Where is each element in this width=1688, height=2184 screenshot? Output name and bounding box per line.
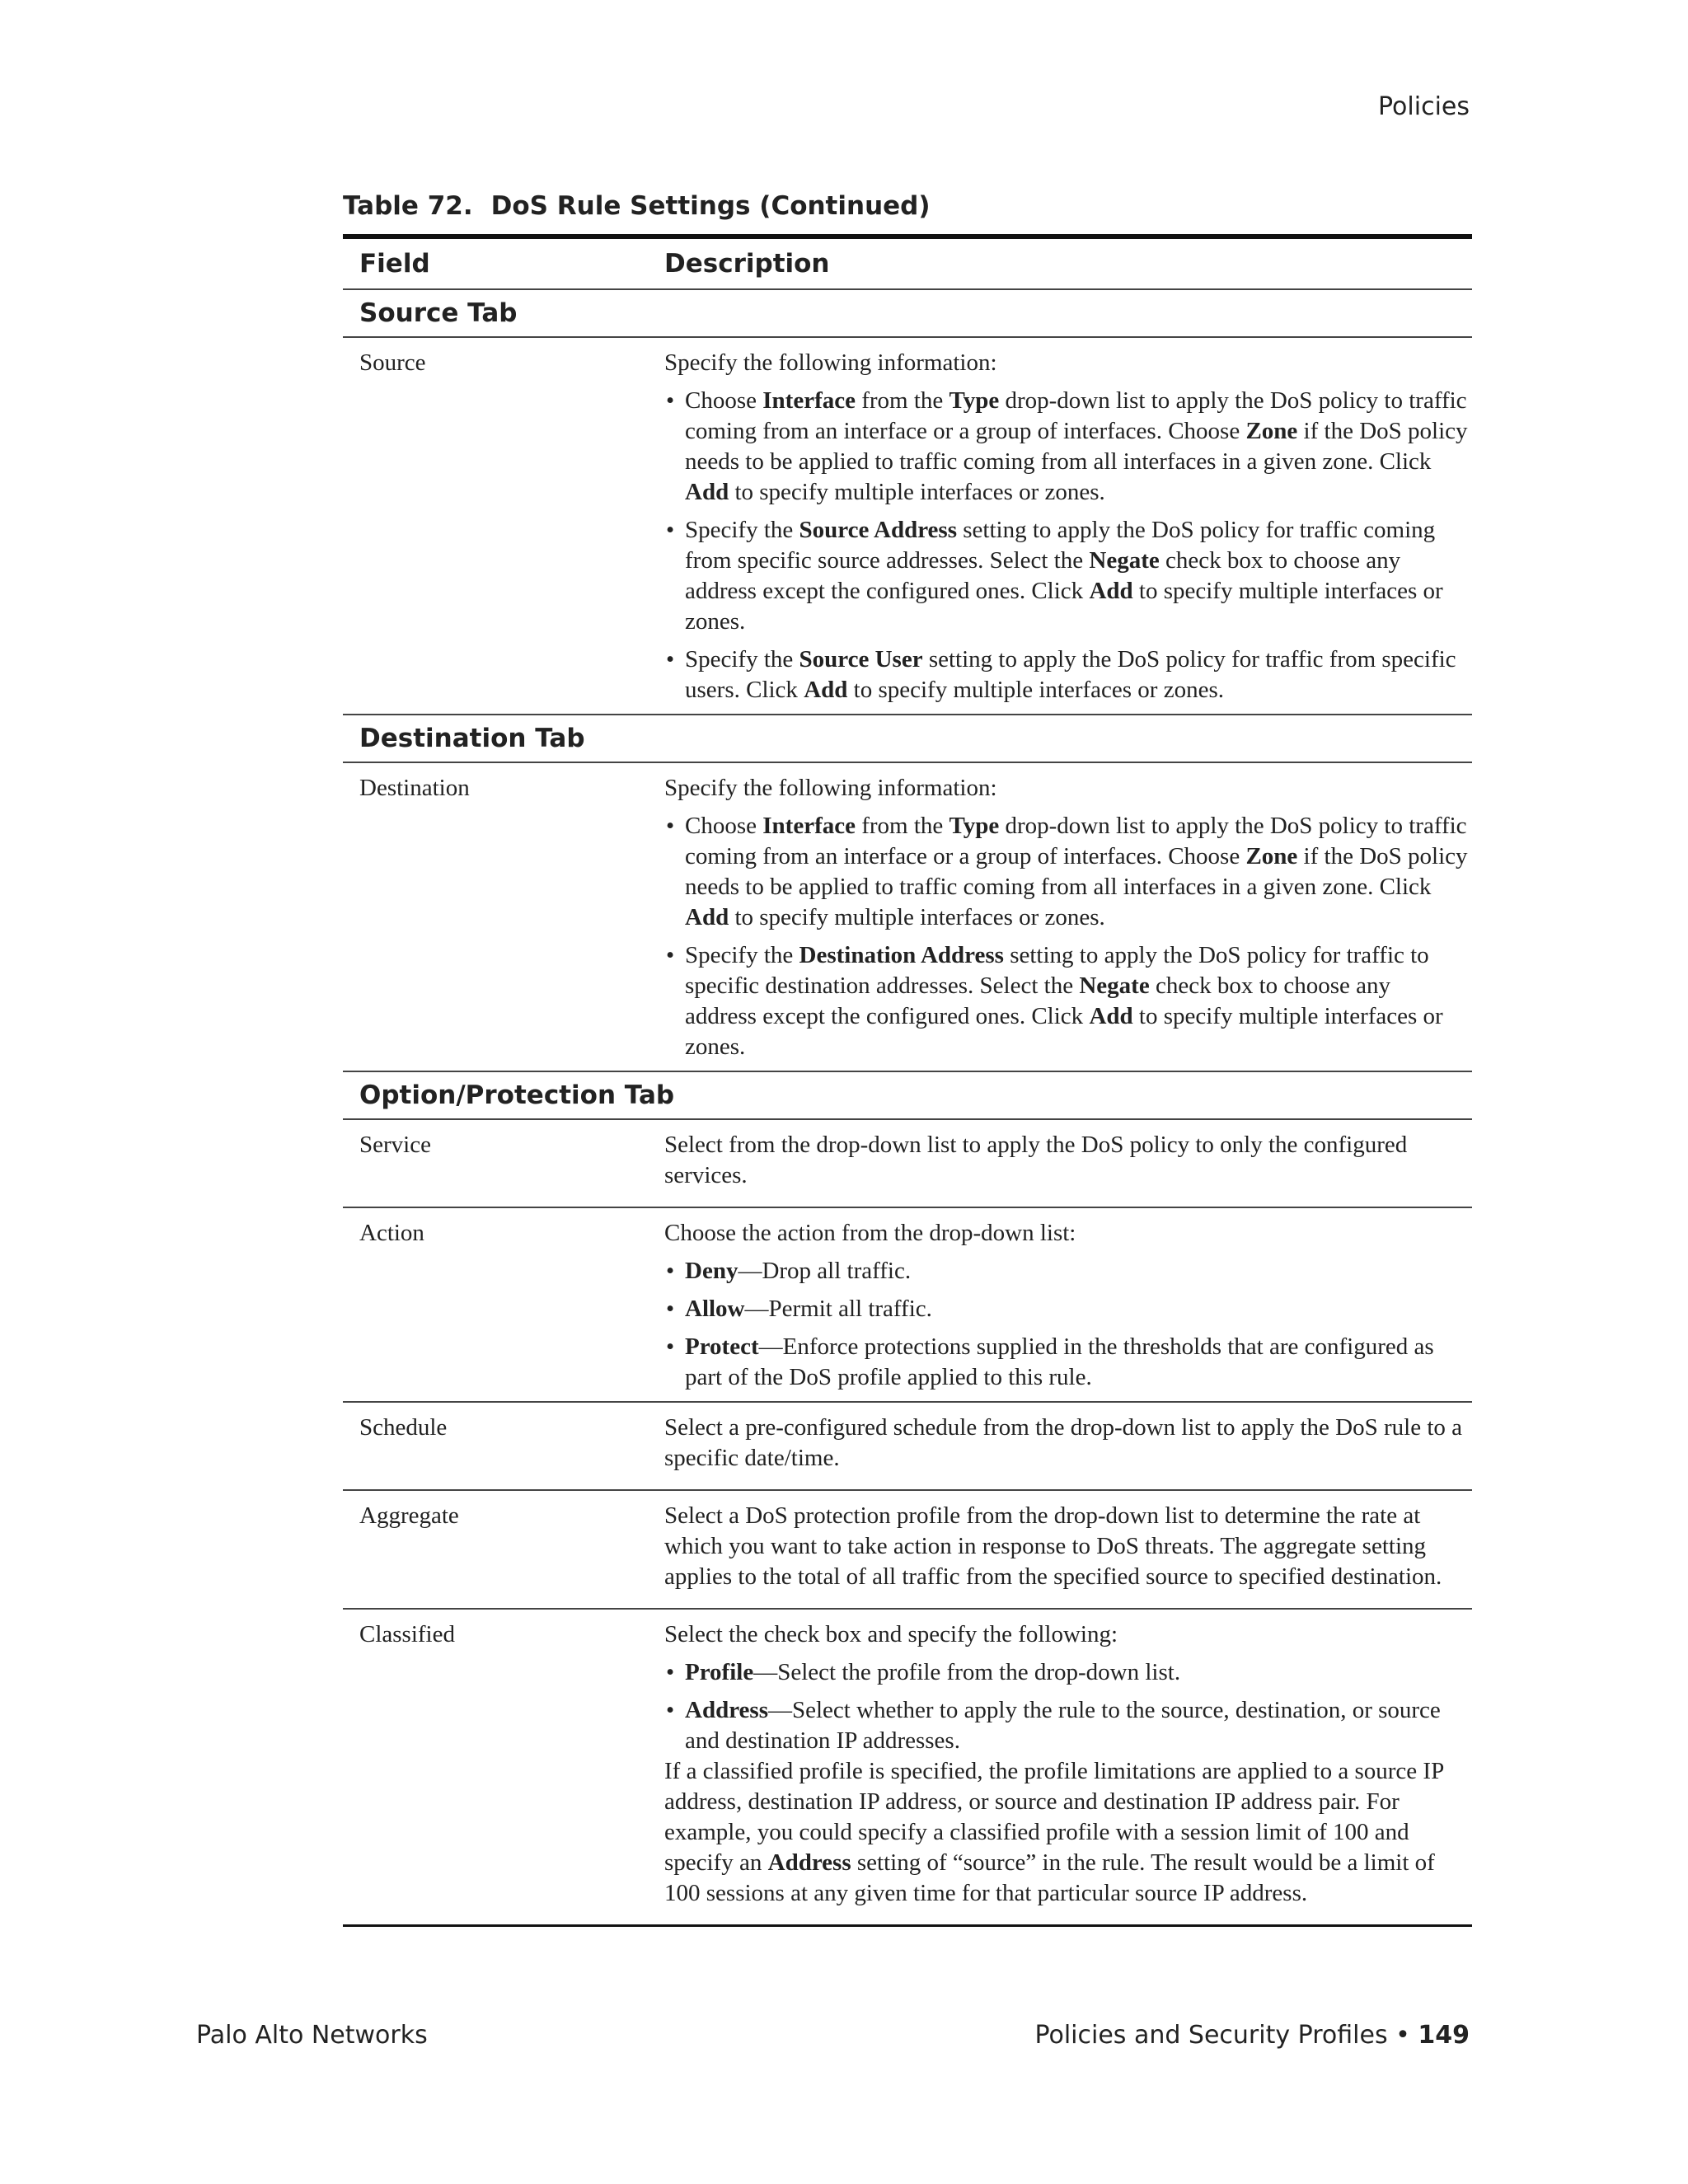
bold-term: Add <box>1089 578 1133 604</box>
field-description <box>664 1218 1468 1393</box>
table-row <box>343 338 1472 715</box>
bold-term: Address <box>767 1849 851 1876</box>
running-header: Policies <box>1378 92 1470 121</box>
text-segment: check box to choose any address except the configured ones. Click <box>685 972 1391 1029</box>
bold-term: Add <box>685 904 729 930</box>
text-segment: setting to apply the DoS policy for traffic coming from specific source addresses. Select the <box>685 517 1436 574</box>
bold-term: Deny <box>685 1258 738 1284</box>
text-segment: Specify the <box>685 517 799 543</box>
text-segment: If a classified profile is specified, the profile limitations are applied to a source IP address, destination IP address, or source and destination IP address pair. For example, you could specify a classified profile with a session limit of 100 and specify an <box>664 1758 1444 1876</box>
table-number: Table 72. <box>343 191 473 221</box>
bold-term: Add <box>804 677 848 703</box>
text-segment: Select the check box and specify the following: <box>664 1621 1118 1647</box>
dos-rule-settings-table <box>343 234 1472 1927</box>
text-segment: if the DoS policy needs to be applied to traffic coming from all interfaces in a given zone. Click <box>685 843 1468 900</box>
bullet-item <box>664 940 1468 1062</box>
footer-page-info <box>1034 2021 1470 2050</box>
bold-term: Interface <box>762 387 856 414</box>
bold-term: Negate <box>1089 547 1160 574</box>
bold-term: Destination Address <box>799 942 1004 968</box>
text-segment: Select a DoS protection profile from the drop-down list to determine the rate at which you want to take action in response to DoS threats. The aggregate setting applies to the total of all traffic from the specified source to specified destination. <box>664 1502 1442 1590</box>
text-segment: —Permit all traffic. <box>744 1296 932 1322</box>
bold-term: Source Address <box>799 517 958 543</box>
text-segment: —Drop all traffic. <box>738 1258 912 1284</box>
footer-book-title: Policies and Security Profiles <box>1034 2021 1388 2050</box>
text-segment: Choose the action from the drop-down list: <box>664 1220 1076 1246</box>
bullet-item <box>664 515 1468 637</box>
text-segment: —Select whether to apply the rule to the source, destination, or source and destination IP addresses. <box>685 1697 1441 1754</box>
description-paragraph <box>664 1130 1468 1191</box>
bold-term: Add <box>685 479 729 505</box>
bold-term: Interface <box>762 813 856 839</box>
bold-term: Source User <box>799 646 923 673</box>
bullet-item <box>664 1657 1468 1688</box>
bullet-item <box>664 1294 1468 1324</box>
bullet-list <box>664 1657 1468 1756</box>
field-name: Aggregate <box>359 1502 459 1529</box>
bullet-list <box>664 1256 1468 1393</box>
description-paragraph <box>664 1619 1468 1650</box>
text-segment: from the <box>855 813 950 839</box>
text-segment: if the DoS policy needs to be applied to traffic coming from all interfaces in a given zone. Click <box>685 418 1468 475</box>
text-segment: setting to apply the DoS policy for traffic to specific destination addresses. Select the <box>685 942 1429 999</box>
bullet-item <box>664 1695 1468 1756</box>
table-title: DoS Rule Settings (Continued) <box>490 191 931 221</box>
text-segment: Select from the drop-down list to apply the DoS policy to only the configured services. <box>664 1132 1408 1188</box>
text-segment: —Enforce protections supplied in the thresholds that are configured as part of the DoS profile applied to this rule. <box>685 1333 1434 1390</box>
bullet-item <box>664 811 1468 933</box>
bold-term: Allow <box>685 1296 745 1322</box>
field-description <box>664 1130 1468 1198</box>
table-row <box>343 1403 1472 1491</box>
description-paragraph <box>664 1501 1468 1592</box>
description-paragraph <box>664 1413 1468 1474</box>
text-segment: —Select the profile from the drop-down list. <box>753 1659 1181 1685</box>
text-segment: drop-down list to apply the DoS policy to traffic coming from an interface or a group of interfaces. Choose <box>685 387 1467 444</box>
text-segment: Specify the <box>685 942 799 968</box>
field-description <box>664 1501 1468 1600</box>
footer-company: Palo Alto Networks <box>196 2021 428 2050</box>
text-segment: to specify multiple interfaces or zones. <box>729 904 1105 930</box>
text-segment: to specify multiple interfaces or zones. <box>847 677 1224 703</box>
text-segment: Specify the following information: <box>664 775 997 801</box>
field-name: Source <box>359 349 426 376</box>
field-name: Schedule <box>359 1414 448 1441</box>
section-header: Destination Tab <box>343 715 1472 763</box>
field-description <box>664 348 1468 705</box>
text-segment: Select a pre-configured schedule from the drop-down list to apply the DoS rule to a specific date/time. <box>664 1414 1463 1471</box>
field-name: Destination <box>359 775 470 801</box>
table-body <box>343 290 1472 1927</box>
text-segment: to specify multiple interfaces or zones. <box>729 479 1105 505</box>
bold-term: Address <box>685 1697 768 1723</box>
bullet-item <box>664 386 1468 508</box>
text-segment: Choose <box>685 813 763 839</box>
bold-term: Profile <box>685 1659 754 1685</box>
table-row <box>343 1208 1472 1403</box>
text-segment: to specify multiple interfaces or zones. <box>685 1003 1443 1060</box>
text-segment: from the <box>855 387 950 414</box>
bold-term: Zone <box>1245 843 1298 869</box>
table-row <box>343 1120 1472 1208</box>
bullet-item <box>664 1256 1468 1286</box>
text-segment: Specify the <box>685 646 799 673</box>
column-header-field: Field <box>359 249 430 279</box>
bold-term: Type <box>949 813 1000 839</box>
text-segment: Choose <box>685 387 763 414</box>
text-segment: Specify the following information: <box>664 349 997 376</box>
section-header: Source Tab <box>343 290 1472 338</box>
table-header-row <box>343 239 1472 290</box>
table-caption <box>343 191 931 221</box>
bold-term: Protect <box>685 1333 759 1360</box>
column-header-description: Description <box>664 249 830 279</box>
table-row <box>343 1610 1472 1927</box>
text-segment: check box to choose any address except the configured ones. Click <box>685 547 1401 604</box>
footer-separator: • <box>1395 2021 1410 2050</box>
field-description <box>664 1413 1468 1481</box>
table-row <box>343 1491 1472 1610</box>
section-header: Option/Protection Tab <box>343 1072 1472 1120</box>
bold-term: Add <box>1089 1003 1133 1029</box>
text-segment: setting of “source” in the rule. The result would be a limit of 100 sessions at any given time for that particular source IP address. <box>664 1849 1435 1906</box>
bullet-item <box>664 1332 1468 1393</box>
field-name: Classified <box>359 1621 455 1647</box>
text-segment: setting to apply the DoS policy for traffic from specific users. Click <box>685 646 1456 703</box>
bullet-item <box>664 644 1468 705</box>
bold-term: Type <box>949 387 1000 414</box>
field-name: Service <box>359 1132 431 1158</box>
description-paragraph <box>664 1756 1468 1909</box>
text-segment: drop-down list to apply the DoS policy to traffic coming from an interface or a group of interfaces. Choose <box>685 813 1467 869</box>
page-number: 149 <box>1418 2021 1470 2050</box>
bullet-list <box>664 811 1468 1062</box>
table-row <box>343 763 1472 1072</box>
description-paragraph <box>664 348 1468 378</box>
bold-term: Negate <box>1079 972 1150 999</box>
description-paragraph <box>664 773 1468 804</box>
bold-term: Zone <box>1245 418 1298 444</box>
field-description <box>664 1619 1468 1916</box>
field-name: Action <box>359 1220 424 1246</box>
description-paragraph <box>664 1218 1468 1249</box>
field-description <box>664 773 1468 1062</box>
bullet-list <box>664 386 1468 705</box>
text-segment: to specify multiple interfaces or zones. <box>685 578 1443 635</box>
